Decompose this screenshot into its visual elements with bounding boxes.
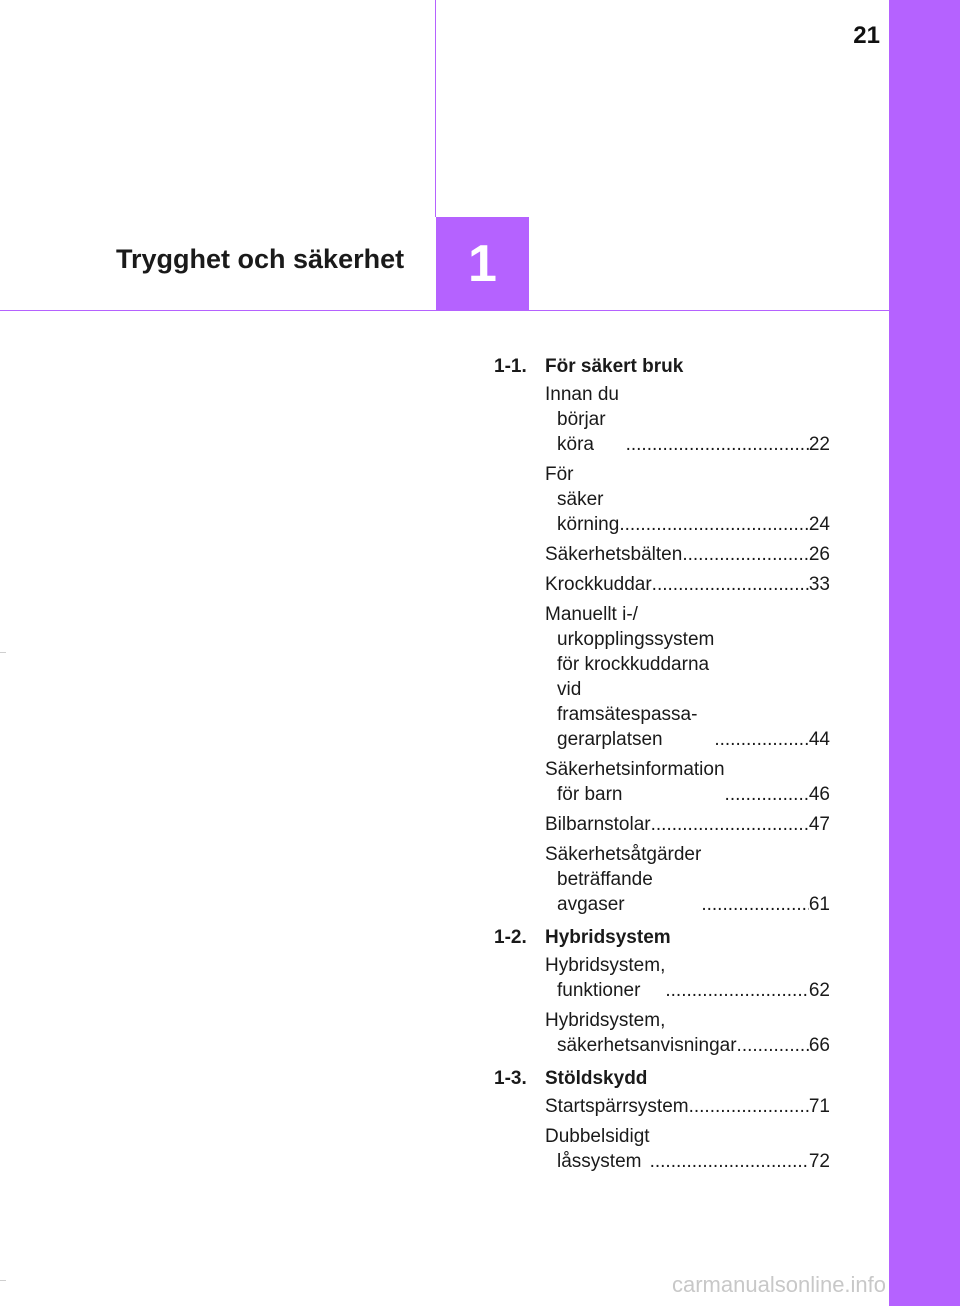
toc-entry-title: Bilbarnstolar (545, 814, 651, 835)
toc-entry[interactable] (545, 602, 830, 752)
table-of-contents (494, 352, 830, 1180)
toc-entry-title: Krockkuddar (545, 574, 652, 595)
toc-entry[interactable] (545, 462, 830, 537)
toc-section-title: Stöldskydd (545, 1068, 648, 1089)
toc-entry[interactable] (545, 542, 830, 567)
toc-entry-title: Säkerhetsinformation för barn (545, 759, 725, 805)
toc-entry-page: 44 (808, 729, 830, 750)
toc-entry-page: 22 (808, 434, 830, 455)
toc-entry-page: 61 (808, 894, 830, 915)
toc-leader-dots (650, 1149, 809, 1174)
toc-leader-dots (701, 892, 809, 917)
toc-entry-page: 71 (808, 1096, 830, 1117)
toc-entry-page: 72 (808, 1151, 830, 1172)
toc-section-title: För säkert bruk (545, 356, 684, 377)
toc-entry[interactable] (545, 953, 830, 1003)
toc-entry-page: 33 (808, 574, 830, 595)
toc-section-title: Hybridsystem (545, 927, 671, 948)
toc-leader-dots (737, 1033, 809, 1058)
toc-entry[interactable] (545, 1124, 830, 1174)
chapter-title: Trygghet och säkerhet (116, 244, 405, 274)
toc-entry-page: 47 (808, 814, 830, 835)
toc-section (494, 352, 830, 917)
toc-entry[interactable] (545, 572, 830, 597)
toc-entry-page: 24 (808, 514, 830, 535)
toc-entry-title: Hybridsystem, funktioner (545, 955, 666, 1001)
toc-section-heading[interactable] (494, 1064, 830, 1094)
toc-entry[interactable] (545, 812, 830, 837)
toc-entry-title: Dubbelsidigt låssystem (545, 1126, 650, 1172)
toc-section (494, 923, 830, 1058)
toc-leader-dots (665, 978, 809, 1003)
page-number: 21 (853, 22, 880, 49)
toc-entry[interactable] (545, 1094, 830, 1119)
divider-vertical (435, 0, 436, 217)
toc-section-number: 1-2. (494, 927, 527, 948)
toc-entry-page: 66 (808, 1035, 830, 1056)
toc-entry[interactable] (545, 842, 830, 917)
toc-entry-title: Startspärrsystem (545, 1096, 689, 1117)
toc-leader-dots (651, 812, 809, 837)
toc-entry[interactable] (545, 382, 830, 457)
toc-leader-dots (619, 512, 809, 537)
toc-section-heading[interactable] (494, 352, 830, 382)
toc-section-number: 1-1. (494, 356, 527, 377)
toc-entry-title: Hybridsystem, säkerhetsanvisningar (545, 1010, 737, 1056)
toc-entry[interactable] (545, 1008, 830, 1058)
watermark: carmanualsonline.info (672, 1272, 887, 1297)
toc-entry-title: Säkerhetsbälten (545, 544, 683, 565)
toc-entry-title: För säker körning (545, 464, 620, 535)
toc-leader-dots (626, 432, 809, 457)
toc-leader-dots (682, 542, 809, 567)
toc-section-heading[interactable] (494, 923, 830, 953)
toc-entry-title: Säkerhetsåtgärder beträffande avgaser (545, 844, 702, 915)
toc-section (494, 1064, 830, 1174)
chapter-number-box: 1 (436, 217, 529, 311)
crop-mark (0, 1280, 6, 1281)
toc-entry-page: 46 (808, 784, 830, 805)
toc-entry-title: Innan du börjar köra (545, 384, 619, 455)
toc-entry-title: Manuellt i-/ urkopplingssystem för krockkuddarna vid framsätespassa-gerarplatsen (545, 604, 715, 750)
toc-section-number: 1-3. (494, 1068, 527, 1089)
toc-leader-dots (689, 1094, 809, 1119)
toc-entry[interactable] (545, 757, 830, 807)
toc-entry-page: 26 (808, 544, 830, 565)
toc-leader-dots (714, 727, 809, 752)
toc-leader-dots (652, 572, 809, 597)
toc-entry-page: 62 (808, 980, 830, 1001)
chapter-side-tab (889, 0, 960, 1306)
toc-leader-dots (725, 782, 809, 807)
crop-mark (0, 652, 6, 653)
